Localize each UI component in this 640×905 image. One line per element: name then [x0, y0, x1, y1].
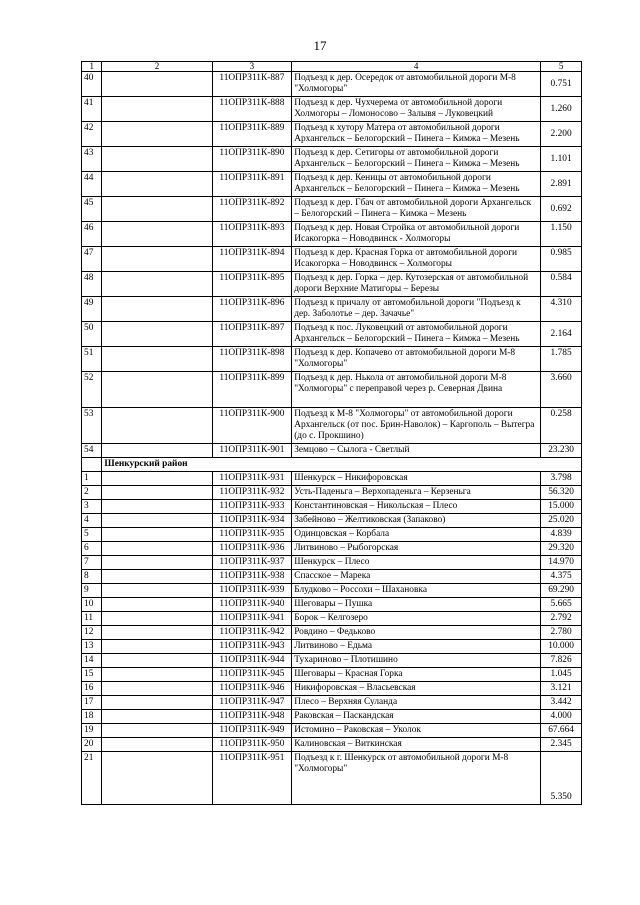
row-number: 41: [82, 97, 102, 122]
road-name: Подъезд к дер. Кеницы от автомобильной дороги Архангельск – Белогорский – Пинега – Кимжа – Мезень: [292, 172, 541, 197]
road-name: Подъезд к г. Шенкурск от автомобильной дороги М-8 "Холмогоры": [292, 752, 541, 805]
road-length: 1.260: [541, 97, 582, 122]
row-number: 47: [82, 247, 102, 272]
empty-cell: [102, 584, 212, 598]
empty-cell: [102, 122, 212, 147]
road-length: 4.839: [541, 528, 582, 542]
road-id: 11ОПРЗ11К-900: [212, 408, 292, 444]
empty-cell: [102, 556, 212, 570]
section-title: Шенкурский район: [102, 458, 582, 472]
row-number: 9: [82, 584, 102, 598]
page-number: 17: [313, 38, 327, 53]
row-number: 53: [82, 408, 102, 444]
road-length: 1.785: [541, 347, 582, 372]
road-name: Раковская – Паскандская: [292, 710, 541, 724]
road-id: 11ОПРЗ11К-936: [212, 542, 292, 556]
road-id: 11ОПРЗ11К-899: [212, 372, 292, 408]
empty-cell: [102, 654, 212, 668]
table-row: [82, 612, 582, 626]
row-number: 16: [82, 682, 102, 696]
table-row: [82, 297, 582, 322]
road-length: 2.345: [541, 738, 582, 752]
road-length: 5.665: [541, 598, 582, 612]
row-number: 48: [82, 272, 102, 297]
empty-cell: [102, 612, 212, 626]
row-number: 11: [82, 612, 102, 626]
row-number: 4: [82, 514, 102, 528]
empty-cell: [102, 724, 212, 738]
empty-cell: [102, 72, 212, 97]
road-name: Плесо – Верхняя Суланда: [292, 696, 541, 710]
table-row: [82, 247, 582, 272]
table-row: [82, 147, 582, 172]
road-id: 11ОПРЗ11К-947: [212, 696, 292, 710]
road-id: 11ОПРЗ11К-893: [212, 222, 292, 247]
road-name: Подъезд к хутору Матера от автомобильной дороги Архангельск – Белогорский – Пинега – Кимжа – Мезень: [292, 122, 541, 147]
table-row: [82, 514, 582, 528]
road-id: 11ОПРЗ11К-934: [212, 514, 292, 528]
road-name: Подъезд к причалу от автомобильной дороги "Подъезд к дер. Заболотье – дер. Зачачье": [292, 297, 541, 322]
road-length: 56.320: [541, 486, 582, 500]
row-number: 14: [82, 654, 102, 668]
road-name: Константиновская – Никольская – Плесо: [292, 500, 541, 514]
row-number: 42: [82, 122, 102, 147]
empty-cell: [102, 347, 212, 372]
table-row: [82, 570, 582, 584]
empty-cell: [102, 514, 212, 528]
road-name: Подъезд к дер. Нькола от автомобильной дороги М-8 "Холмогоры" с переправой через р. Северная Двина: [292, 372, 541, 408]
road-id: 11ОПРЗ11К-950: [212, 738, 292, 752]
empty-cell: [102, 598, 212, 612]
row-number: 19: [82, 724, 102, 738]
table-row: [82, 122, 582, 147]
road-id: 11ОПРЗ11К-901: [212, 444, 292, 458]
road-length: 3.121: [541, 682, 582, 696]
row-number: 18: [82, 710, 102, 724]
road-id: 11ОПРЗ11К-944: [212, 654, 292, 668]
empty-cell: [102, 752, 212, 805]
road-length: 2.780: [541, 626, 582, 640]
empty-cell: [102, 682, 212, 696]
table-row: [82, 584, 582, 598]
table-row: [82, 542, 582, 556]
road-length: 1.045: [541, 668, 582, 682]
road-length: 4.375: [541, 570, 582, 584]
row-number: 12: [82, 626, 102, 640]
road-name: Борок – Келгозеро: [292, 612, 541, 626]
empty-cell: [102, 222, 212, 247]
empty-cell: [82, 458, 102, 472]
empty-cell: [102, 97, 212, 122]
table-row: [82, 528, 582, 542]
column-number: 4: [292, 62, 541, 72]
table-row: [82, 222, 582, 247]
road-length: 0.692: [541, 197, 582, 222]
table-row: [82, 97, 582, 122]
road-length: 5.350: [541, 752, 582, 805]
table-row: [82, 486, 582, 500]
empty-cell: [102, 542, 212, 556]
table-row: [82, 347, 582, 372]
row-number: 15: [82, 668, 102, 682]
road-id: 11ОПРЗ11К-932: [212, 486, 292, 500]
road-id: 11ОПРЗ11К-942: [212, 626, 292, 640]
road-name: Ровдино – Федьково: [292, 626, 541, 640]
road-id: 11ОПРЗ11К-951: [212, 752, 292, 805]
table-row: [82, 322, 582, 347]
empty-cell: [102, 528, 212, 542]
table-row: [82, 724, 582, 738]
road-name: Земцово – Сылога - Светлый: [292, 444, 541, 458]
road-length: 67.664: [541, 724, 582, 738]
road-id: 11ОПРЗ11К-948: [212, 710, 292, 724]
road-name: Тухариново – Плотишино: [292, 654, 541, 668]
road-length: 2.164: [541, 322, 582, 347]
road-name: Истомино – Раковская – Уколок: [292, 724, 541, 738]
row-number: 1: [82, 472, 102, 486]
road-length: 23.230: [541, 444, 582, 458]
column-number: 5: [541, 62, 582, 72]
road-name: Калиновская – Виткинская: [292, 738, 541, 752]
road-length: 1.150: [541, 222, 582, 247]
road-id: 11ОПРЗ11К-946: [212, 682, 292, 696]
empty-cell: [102, 696, 212, 710]
road-name: Спасское – Марека: [292, 570, 541, 584]
empty-cell: [102, 640, 212, 654]
road-id: 11ОПРЗ11К-897: [212, 322, 292, 347]
road-name: Никифоровская – Власьевская: [292, 682, 541, 696]
table-row: [82, 752, 582, 805]
road-length: 4.310: [541, 297, 582, 322]
table-row: [82, 472, 582, 486]
road-id: 11ОПРЗ11К-898: [212, 347, 292, 372]
row-number: 54: [82, 444, 102, 458]
row-number: 7: [82, 556, 102, 570]
road-name: Литвиново – Едьма: [292, 640, 541, 654]
empty-cell: [102, 472, 212, 486]
road-length: 4.000: [541, 710, 582, 724]
row-number: 46: [82, 222, 102, 247]
empty-cell: [102, 272, 212, 297]
empty-cell: [102, 486, 212, 500]
road-id: 11ОПРЗ11К-939: [212, 584, 292, 598]
road-length: 3.442: [541, 696, 582, 710]
road-name: Шеговары – Пушка: [292, 598, 541, 612]
road-length: 0.258: [541, 408, 582, 444]
road-name: Подъезд к дер. Копачево от автомобильной дороги М-8 "Холмогоры": [292, 347, 541, 372]
road-id: 11ОПРЗ11К-935: [212, 528, 292, 542]
road-length: 10.000: [541, 640, 582, 654]
road-name: Литвиново – Рыбогорская: [292, 542, 541, 556]
road-name: Подъезд к дер. Чухчерема от автомобильной дороги Холмогоры – Ломоносово – Залывя – Луковецкий: [292, 97, 541, 122]
row-number: 40: [82, 72, 102, 97]
road-length: 69.290: [541, 584, 582, 598]
section-row: [82, 458, 582, 472]
road-id: 11ОПРЗ11К-892: [212, 197, 292, 222]
table-row: [82, 710, 582, 724]
road-name: Подъезд к дер. Сетигоры от автомобильной дороги Архангельск – Белогорский – Пинега – Кимжа – Мезень: [292, 147, 541, 172]
road-name: Шенкурск – Никифоровская: [292, 472, 541, 486]
road-name: Подъезд к М-8 "Холмогоры" от автомобильной дороги Архангельск (от пос. Брин-Наволок) – Каргополь – Вытегра (до с. Прокшино): [292, 408, 541, 444]
road-name: Подъезд к дер. Новая Стройка от автомобильной дороги Исакогорка – Новодвинск - Холмогоры: [292, 222, 541, 247]
road-id: 11ОПРЗ11К-945: [212, 668, 292, 682]
table-row: [82, 626, 582, 640]
row-number: 3: [82, 500, 102, 514]
row-number: 5: [82, 528, 102, 542]
row-number: 10: [82, 598, 102, 612]
table-row: [82, 172, 582, 197]
empty-cell: [102, 408, 212, 444]
table-row: [82, 500, 582, 514]
road-id: 11ОПРЗ11К-887: [212, 72, 292, 97]
row-number: 13: [82, 640, 102, 654]
empty-cell: [102, 197, 212, 222]
table-row: [82, 72, 582, 97]
row-number: 17: [82, 696, 102, 710]
road-name: Шеговары – Красная Горка: [292, 668, 541, 682]
empty-cell: [102, 147, 212, 172]
road-id: 11ОПРЗ11К-895: [212, 272, 292, 297]
road-id: 11ОПРЗ11К-894: [212, 247, 292, 272]
road-length: 2.200: [541, 122, 582, 147]
row-number: 8: [82, 570, 102, 584]
road-id: 11ОПРЗ11К-888: [212, 97, 292, 122]
road-id: 11ОПРЗ11К-937: [212, 556, 292, 570]
table-row: [82, 696, 582, 710]
road-length: 0.584: [541, 272, 582, 297]
road-name: Подъезд к пос. Луковецкий от автомобильной дороги Архангельск – Белогорский – Пинега – Кимжа – Мезень: [292, 322, 541, 347]
column-number: 1: [82, 62, 102, 72]
road-length: 14.970: [541, 556, 582, 570]
road-name: Усть-Паденьга – Верхопаденьга – Керзеньга: [292, 486, 541, 500]
road-name: Подъезд к дер. Гбач от автомобильной дороги Архангельск – Белогорский – Пинега – Кимжа – Мезень: [292, 197, 541, 222]
road-length: 2.792: [541, 612, 582, 626]
table-row: [82, 272, 582, 297]
table-row: [82, 654, 582, 668]
road-name: Шенкурск – Плесо: [292, 556, 541, 570]
road-length: 25.020: [541, 514, 582, 528]
table-row: [82, 598, 582, 612]
empty-cell: [102, 738, 212, 752]
row-number: 21: [82, 752, 102, 805]
road-length: 1.101: [541, 147, 582, 172]
road-length: 3.798: [541, 472, 582, 486]
empty-cell: [102, 570, 212, 584]
row-number: 2: [82, 486, 102, 500]
table-row: [82, 640, 582, 654]
road-length: 0.751: [541, 72, 582, 97]
empty-cell: [102, 247, 212, 272]
empty-cell: [102, 626, 212, 640]
row-number: 45: [82, 197, 102, 222]
road-id: 11ОПРЗ11К-941: [212, 612, 292, 626]
table-row: [82, 556, 582, 570]
row-number: 50: [82, 322, 102, 347]
table-row: [82, 372, 582, 408]
road-id: 11ОПРЗ11К-938: [212, 570, 292, 584]
row-number: 49: [82, 297, 102, 322]
empty-cell: [102, 444, 212, 458]
road-id: 11ОПРЗ11К-890: [212, 147, 292, 172]
row-number: 52: [82, 372, 102, 408]
empty-cell: [102, 668, 212, 682]
road-length: 3.660: [541, 372, 582, 408]
road-id: 11ОПРЗ11К-940: [212, 598, 292, 612]
column-number-row: [82, 62, 582, 72]
road-name: Забейново – Желтиковская (Запаково): [292, 514, 541, 528]
road-name: Подъезд к дер. Осередок от автомобильной дороги М-8 "Холмогоры": [292, 72, 541, 97]
empty-cell: [102, 500, 212, 514]
road-length: 7.826: [541, 654, 582, 668]
empty-cell: [102, 710, 212, 724]
road-name: Подъезд к дер. Горка – дер. Кутозерская от автомобильной дороги Верхние Матигоры – Березы: [292, 272, 541, 297]
row-number: 44: [82, 172, 102, 197]
column-number: 2: [102, 62, 212, 72]
row-number: 51: [82, 347, 102, 372]
road-id: 11ОПРЗ11К-891: [212, 172, 292, 197]
row-number: 20: [82, 738, 102, 752]
row-number: 6: [82, 542, 102, 556]
road-id: 11ОПРЗ11К-933: [212, 500, 292, 514]
road-length: 29.320: [541, 542, 582, 556]
row-number: 43: [82, 147, 102, 172]
road-id: 11ОПРЗ11К-943: [212, 640, 292, 654]
road-length: 2.891: [541, 172, 582, 197]
road-id: 11ОПРЗ11К-931: [212, 472, 292, 486]
table-row: [82, 682, 582, 696]
empty-cell: [102, 372, 212, 408]
table-row: [82, 738, 582, 752]
table-row: [82, 197, 582, 222]
road-name: Подъезд к дер. Красная Горка от автомобильной дороги Исакогорка – Новодвинск – Холмогоры: [292, 247, 541, 272]
empty-cell: [102, 172, 212, 197]
roads-table: [81, 61, 582, 805]
table-row: [82, 408, 582, 444]
road-id: 11ОПРЗ11К-896: [212, 297, 292, 322]
road-length: 15.000: [541, 500, 582, 514]
road-id: 11ОПРЗ11К-949: [212, 724, 292, 738]
column-number: 3: [212, 62, 292, 72]
road-id: 11ОПРЗ11К-889: [212, 122, 292, 147]
road-length: 0.985: [541, 247, 582, 272]
road-name: Блудково – Россохи – Шахановка: [292, 584, 541, 598]
empty-cell: [102, 297, 212, 322]
table-row: [82, 668, 582, 682]
road-name: Одинцовская – Корбала: [292, 528, 541, 542]
table-row: [82, 444, 582, 458]
empty-cell: [102, 322, 212, 347]
